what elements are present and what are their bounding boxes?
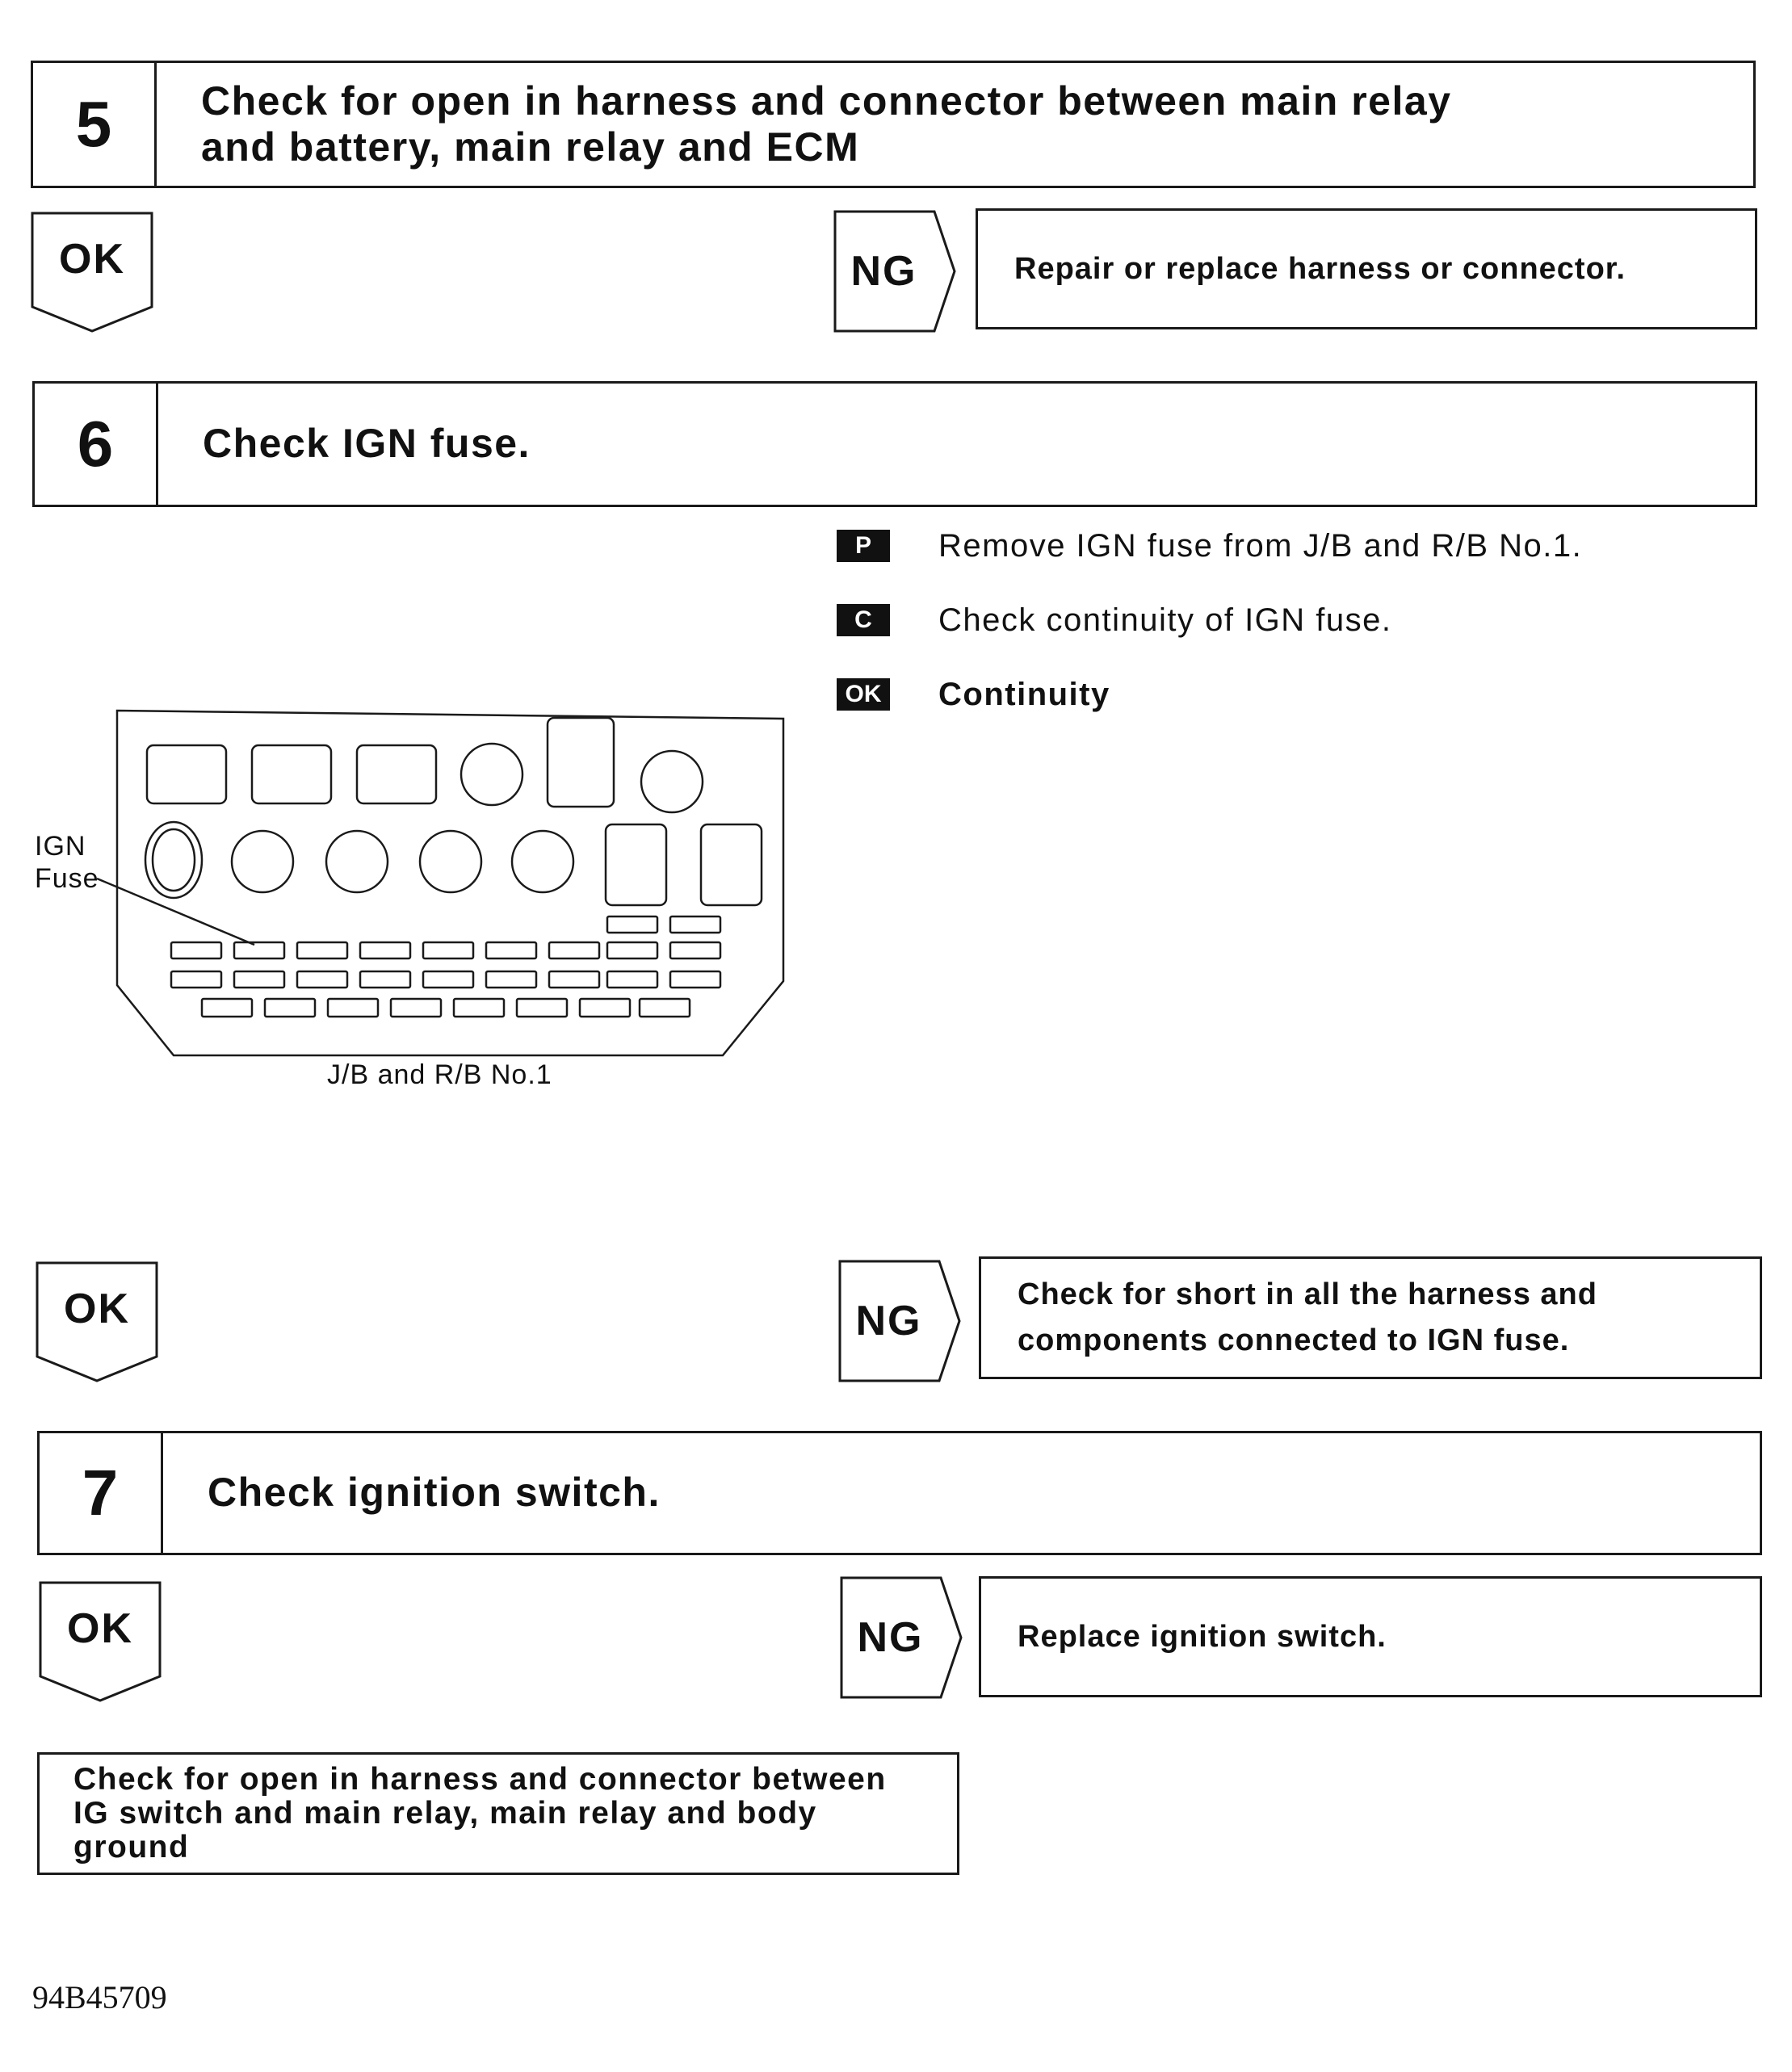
instruction-check: [837, 596, 1741, 644]
instruction-prepare: [837, 522, 1741, 570]
ok-label: OK: [59, 236, 125, 283]
ng-label: NG: [850, 248, 917, 295]
ign-fuse-callout: [35, 830, 99, 895]
final-action-line: Check for open in harness and connector between: [73, 1762, 887, 1797]
result-text: Repair or replace harness or connector.: [1014, 251, 1626, 286]
ok-label: OK: [64, 1286, 130, 1332]
ng-branch-tag: [838, 1260, 961, 1382]
ng-branch-tag: [833, 210, 956, 333]
callout-line: Fuse: [35, 863, 99, 894]
instruction-ok: [837, 670, 1741, 719]
badge-ok: OK: [837, 678, 890, 711]
ok-branch-tag: [36, 1261, 158, 1382]
step-title-line: Check for open in harness and connector between main relay: [201, 78, 1452, 124]
ign-fuse-leader-line: [81, 872, 291, 953]
step-5-header: [31, 61, 1756, 188]
ok-branch-tag: [39, 1581, 162, 1702]
final-action-line: ground: [73, 1830, 190, 1864]
ng-label: NG: [857, 1614, 924, 1661]
step-number: 7: [40, 1433, 163, 1553]
callout-line: IGN: [35, 831, 86, 862]
step-5-ng-result: [976, 208, 1757, 329]
result-text: Replace ignition switch.: [1018, 1619, 1387, 1654]
step-7-ng-result: [979, 1576, 1762, 1697]
step-title: Check ignition switch.: [208, 1470, 661, 1516]
step-title-line: and battery, main relay and ECM: [201, 124, 860, 170]
step-number: 6: [35, 384, 158, 505]
final-action-box: [37, 1752, 959, 1875]
step-6-instructions: [837, 522, 1741, 719]
ng-branch-tag: [840, 1576, 963, 1699]
figure-id: 94B45709: [32, 1979, 167, 2015]
diagram-caption: J/B and R/B No.1: [327, 1059, 552, 1090]
instruction-text: Remove IGN fuse from J/B and R/B No.1.: [938, 527, 1583, 564]
final-action-line: IG switch and main relay, main relay and body: [73, 1796, 817, 1831]
step-6-ng-result: [979, 1256, 1762, 1379]
step-title: [157, 63, 1753, 186]
ng-label: NG: [855, 1298, 922, 1344]
instruction-text: Continuity: [938, 676, 1110, 712]
badge-c: C: [837, 604, 890, 636]
result-text: [1018, 1272, 1597, 1364]
badge-p: P: [837, 530, 890, 562]
result-text-line: Check for short in all the harness and: [1018, 1277, 1597, 1311]
instruction-text: Check continuity of IGN fuse.: [938, 602, 1392, 638]
step-number: 5: [33, 63, 157, 186]
step-title: Check IGN fuse.: [203, 421, 531, 467]
ok-label: OK: [67, 1605, 133, 1652]
result-text-line: components connected to IGN fuse.: [1018, 1323, 1570, 1357]
step-7-header: [37, 1431, 1762, 1555]
ok-branch-tag: [31, 212, 153, 333]
step-6-header: [32, 381, 1757, 507]
